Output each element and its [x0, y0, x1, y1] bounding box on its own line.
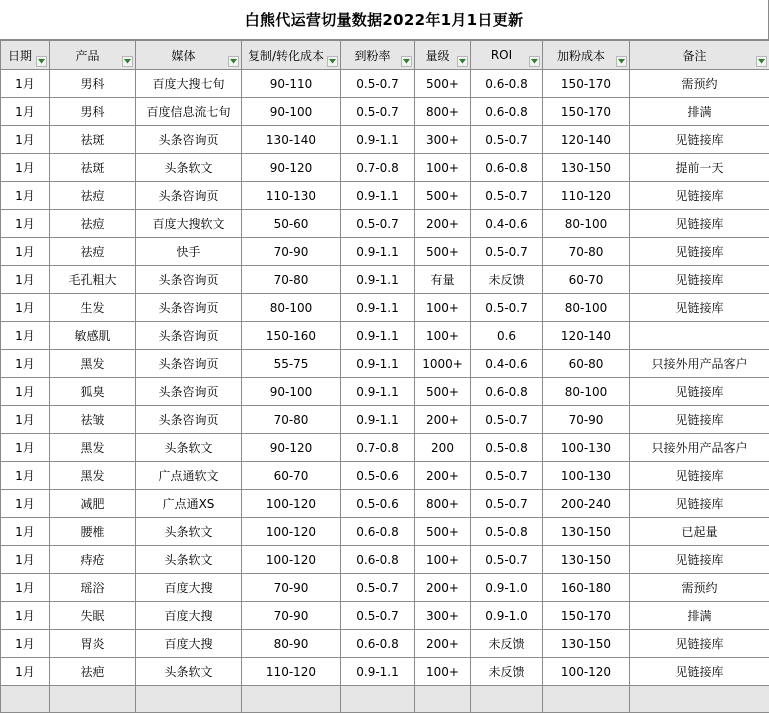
cell-product[interactable]: 敏感肌	[50, 322, 136, 350]
cell-cost[interactable]: 60-70	[242, 462, 341, 490]
table-row	[1, 574, 769, 602]
empty-cell[interactable]	[1, 686, 50, 713]
cell-note[interactable]: 见链接库	[630, 126, 769, 154]
cell-roi[interactable]: 0.5-0.8	[471, 518, 543, 546]
cell-month[interactable]: 1月	[1, 658, 50, 686]
empty-cell[interactable]	[50, 686, 136, 713]
cell-month[interactable]: 1月	[1, 490, 50, 518]
cell-media[interactable]: 头条咨询页	[136, 182, 242, 210]
header-label: ROI	[490, 48, 513, 62]
cell-roi[interactable]: 未反馈	[471, 630, 543, 658]
cell-media[interactable]: 百度大搜	[136, 574, 242, 602]
cell-media[interactable]: 头条咨询页	[136, 126, 242, 154]
cell-rate[interactable]: 0.5-0.6	[341, 462, 415, 490]
cell-roi[interactable]: 0.6-0.8	[471, 378, 543, 406]
cell-media[interactable]: 头条咨询页	[136, 406, 242, 434]
cell-volume[interactable]: 300+	[415, 126, 471, 154]
cell-media[interactable]: 头条咨询页	[136, 378, 242, 406]
cell-note[interactable]: 见链接库	[630, 546, 769, 574]
cell-roi[interactable]: 0.6-0.8	[471, 154, 543, 182]
cell-volume[interactable]: 500+	[415, 378, 471, 406]
cell-volume[interactable]: 有量	[415, 266, 471, 294]
cell-fan-cost[interactable]: 80-100	[543, 210, 630, 238]
table-row	[1, 322, 769, 350]
header-label: 到粉率	[354, 48, 391, 63]
cell-month[interactable]: 1月	[1, 546, 50, 574]
cell-media[interactable]: 快手	[136, 238, 242, 266]
cell-fan-cost[interactable]: 130-150	[543, 546, 630, 574]
empty-cell[interactable]	[341, 686, 415, 713]
cell-volume[interactable]: 100+	[415, 658, 471, 686]
header-label: 量级	[425, 48, 450, 63]
cell-cost[interactable]: 90-100	[242, 98, 341, 126]
cell-roi[interactable]: 0.5-0.7	[471, 238, 543, 266]
cell-rate[interactable]: 0.9-1.1	[341, 406, 415, 434]
cell-volume[interactable]: 800+	[415, 98, 471, 126]
cell-fan-cost[interactable]: 100-130	[543, 434, 630, 462]
cell-rate[interactable]: 0.5-0.7	[341, 210, 415, 238]
cell-cost[interactable]: 110-130	[242, 182, 341, 210]
cell-roi[interactable]: 0.5-0.7	[471, 294, 543, 322]
cell-media[interactable]: 头条咨询页	[136, 322, 242, 350]
cell-cost[interactable]: 70-80	[242, 406, 341, 434]
cell-roi[interactable]: 0.4-0.6	[471, 210, 543, 238]
cell-product[interactable]: 黑发	[50, 350, 136, 378]
table-row	[1, 350, 769, 378]
cell-volume[interactable]: 100+	[415, 154, 471, 182]
table-row	[1, 378, 769, 406]
cell-volume[interactable]: 200+	[415, 210, 471, 238]
cell-note[interactable]: 只接外用产品客户	[630, 350, 769, 378]
header-label: 媒体	[171, 48, 196, 63]
cell-product[interactable]: 腰椎	[50, 518, 136, 546]
cell-product[interactable]: 祛痘	[50, 238, 136, 266]
header-row	[1, 41, 769, 70]
cell-note[interactable]: 见链接库	[630, 462, 769, 490]
cell-cost[interactable]: 70-80	[242, 266, 341, 294]
header-label: 加粉成本	[556, 48, 605, 63]
cell-media[interactable]: 广点通XS	[136, 490, 242, 518]
cell-month[interactable]: 1月	[1, 238, 50, 266]
cell-note[interactable]: 见链接库	[630, 630, 769, 658]
cell-roi[interactable]: 0.5-0.7	[471, 182, 543, 210]
header-volume[interactable]	[415, 41, 471, 70]
filter-dropdown-icon[interactable]	[756, 56, 767, 67]
cell-fan-cost[interactable]: 60-70	[543, 266, 630, 294]
cell-rate[interactable]: 0.9-1.1	[341, 322, 415, 350]
cell-media[interactable]: 头条咨询页	[136, 266, 242, 294]
cell-product[interactable]: 胃炎	[50, 630, 136, 658]
cell-roi[interactable]: 0.5-0.7	[471, 406, 543, 434]
cell-rate[interactable]: 0.5-0.7	[341, 602, 415, 630]
cell-media[interactable]: 百度大搜	[136, 630, 242, 658]
filter-dropdown-icon[interactable]	[228, 56, 239, 67]
cell-cost[interactable]: 130-140	[242, 126, 341, 154]
table-row	[1, 602, 769, 630]
table-row	[1, 266, 769, 294]
cell-rate[interactable]: 0.5-0.6	[341, 490, 415, 518]
cell-product[interactable]: 祛痘	[50, 182, 136, 210]
cell-media[interactable]: 百度信息流七旬	[136, 98, 242, 126]
cell-product[interactable]: 生发	[50, 294, 136, 322]
cell-cost[interactable]: 100-120	[242, 518, 341, 546]
cell-volume[interactable]: 200+	[415, 406, 471, 434]
cell-note[interactable]: 见链接库	[630, 490, 769, 518]
cell-fan-cost[interactable]: 100-130	[543, 462, 630, 490]
cell-rate[interactable]: 0.9-1.1	[341, 266, 415, 294]
cell-product[interactable]: 祛斑	[50, 126, 136, 154]
cell-roi[interactable]: 0.9-1.0	[471, 602, 543, 630]
cell-rate[interactable]: 0.9-1.1	[341, 658, 415, 686]
header-label: 日期	[7, 48, 32, 63]
table-body	[1, 70, 769, 713]
cell-rate[interactable]: 0.5-0.7	[341, 98, 415, 126]
cell-month[interactable]: 1月	[1, 182, 50, 210]
header-media[interactable]	[136, 41, 242, 70]
cell-volume[interactable]: 500+	[415, 182, 471, 210]
table-row	[1, 490, 769, 518]
cell-month[interactable]: 1月	[1, 210, 50, 238]
cell-product[interactable]: 狐臭	[50, 378, 136, 406]
cell-fan-cost[interactable]: 160-180	[543, 574, 630, 602]
cell-cost[interactable]: 80-90	[242, 630, 341, 658]
table-row	[1, 238, 769, 266]
cell-cost[interactable]: 90-110	[242, 70, 341, 98]
cell-rate[interactable]: 0.7-0.8	[341, 154, 415, 182]
cell-cost[interactable]: 90-100	[242, 378, 341, 406]
cell-fan-cost[interactable]: 200-240	[543, 490, 630, 518]
cell-note[interactable]: 见链接库	[630, 406, 769, 434]
cell-media[interactable]: 百度大搜七旬	[136, 70, 242, 98]
cell-note[interactable]: 排满	[630, 98, 769, 126]
cell-month[interactable]: 1月	[1, 406, 50, 434]
cell-roi[interactable]: 0.6-0.8	[471, 70, 543, 98]
cell-rate[interactable]: 0.7-0.8	[341, 434, 415, 462]
cell-note[interactable]: 只接外用产品客户	[630, 434, 769, 462]
cell-product[interactable]: 瑶浴	[50, 574, 136, 602]
cell-product[interactable]: 痔疮	[50, 546, 136, 574]
filter-dropdown-icon[interactable]	[327, 56, 338, 67]
cell-month[interactable]: 1月	[1, 602, 50, 630]
cell-volume[interactable]: 100+	[415, 294, 471, 322]
cell-month[interactable]: 1月	[1, 70, 50, 98]
cell-product[interactable]: 祛痘	[50, 210, 136, 238]
cell-rate[interactable]: 0.9-1.1	[341, 182, 415, 210]
cell-note[interactable]: 见链接库	[630, 378, 769, 406]
table-row	[1, 154, 769, 182]
empty-cell[interactable]	[242, 686, 341, 713]
empty-cell[interactable]	[415, 686, 471, 713]
cell-media[interactable]: 头条咨询页	[136, 294, 242, 322]
header-fan-cost[interactable]	[543, 41, 630, 70]
cell-roi[interactable]: 0.5-0.8	[471, 434, 543, 462]
table-row	[1, 434, 769, 462]
cell-product[interactable]: 黑发	[50, 462, 136, 490]
cell-media[interactable]: 头条软文	[136, 518, 242, 546]
header-label: 备注	[682, 48, 707, 63]
cell-volume[interactable]: 100+	[415, 322, 471, 350]
cell-fan-cost[interactable]: 130-150	[543, 630, 630, 658]
cell-fan-cost[interactable]: 130-150	[543, 154, 630, 182]
header-product[interactable]	[50, 41, 136, 70]
header-note[interactable]	[630, 41, 769, 70]
cell-note[interactable]: 见链接库	[630, 182, 769, 210]
cell-month[interactable]: 1月	[1, 630, 50, 658]
cell-media[interactable]: 百度大搜软文	[136, 210, 242, 238]
cell-fan-cost[interactable]: 120-140	[543, 126, 630, 154]
filter-dropdown-icon[interactable]	[36, 56, 47, 67]
cell-month[interactable]: 1月	[1, 518, 50, 546]
cell-rate[interactable]: 0.9-1.1	[341, 238, 415, 266]
cell-fan-cost[interactable]: 70-80	[543, 238, 630, 266]
cell-rate[interactable]: 0.6-0.8	[341, 630, 415, 658]
cell-note[interactable]: 排满	[630, 602, 769, 630]
cell-cost[interactable]: 55-75	[242, 350, 341, 378]
cell-fan-cost[interactable]: 100-120	[543, 658, 630, 686]
cell-roi[interactable]: 0.5-0.7	[471, 546, 543, 574]
cell-roi[interactable]: 0.6-0.8	[471, 98, 543, 126]
empty-row	[1, 686, 769, 713]
table-row	[1, 462, 769, 490]
cell-cost[interactable]: 50-60	[242, 210, 341, 238]
cell-media[interactable]: 头条软文	[136, 658, 242, 686]
table-row	[1, 658, 769, 686]
cell-note[interactable]: 已起量	[630, 518, 769, 546]
cell-fan-cost[interactable]: 80-100	[543, 378, 630, 406]
cell-fan-cost[interactable]: 110-120	[543, 182, 630, 210]
empty-cell[interactable]	[630, 686, 769, 713]
cell-media[interactable]: 头条软文	[136, 434, 242, 462]
cell-product[interactable]: 祛斑	[50, 154, 136, 182]
cell-note[interactable]: 提前一天	[630, 154, 769, 182]
cell-media[interactable]: 头条咨询页	[136, 350, 242, 378]
cell-media[interactable]: 广点通软文	[136, 462, 242, 490]
cell-rate[interactable]: 0.6-0.8	[341, 546, 415, 574]
cell-rate[interactable]: 0.9-1.1	[341, 294, 415, 322]
cell-roi[interactable]: 0.5-0.7	[471, 126, 543, 154]
cell-cost[interactable]: 100-120	[242, 490, 341, 518]
cell-month[interactable]: 1月	[1, 126, 50, 154]
table-row	[1, 406, 769, 434]
cell-fan-cost[interactable]: 150-170	[543, 602, 630, 630]
filter-dropdown-icon[interactable]	[122, 56, 133, 67]
cell-volume[interactable]: 200+	[415, 462, 471, 490]
cell-volume[interactable]: 800+	[415, 490, 471, 518]
cell-fan-cost[interactable]: 120-140	[543, 322, 630, 350]
filter-dropdown-icon[interactable]	[616, 56, 627, 67]
cell-fan-cost[interactable]: 150-170	[543, 70, 630, 98]
cell-fan-cost[interactable]: 80-100	[543, 294, 630, 322]
table-row	[1, 70, 769, 98]
cell-note[interactable]: 需预约	[630, 574, 769, 602]
empty-cell[interactable]	[543, 686, 630, 713]
table-row	[1, 294, 769, 322]
cell-media[interactable]: 百度大搜	[136, 602, 242, 630]
table-row	[1, 98, 769, 126]
cell-cost[interactable]: 70-90	[242, 238, 341, 266]
cell-fan-cost[interactable]: 60-80	[543, 350, 630, 378]
cell-note[interactable]	[630, 322, 769, 350]
cell-roi[interactable]: 0.5-0.7	[471, 490, 543, 518]
cell-month[interactable]: 1月	[1, 294, 50, 322]
table-row	[1, 182, 769, 210]
cell-product[interactable]: 毛孔粗大	[50, 266, 136, 294]
cell-volume[interactable]: 200+	[415, 630, 471, 658]
cell-roi[interactable]: 未反馈	[471, 266, 543, 294]
cell-month[interactable]: 1月	[1, 462, 50, 490]
empty-cell[interactable]	[136, 686, 242, 713]
cell-fan-cost[interactable]: 70-90	[543, 406, 630, 434]
filter-dropdown-icon[interactable]	[529, 56, 540, 67]
cell-roi[interactable]: 未反馈	[471, 658, 543, 686]
cell-month[interactable]: 1月	[1, 350, 50, 378]
cell-rate[interactable]: 0.9-1.1	[341, 126, 415, 154]
cell-fan-cost[interactable]: 150-170	[543, 98, 630, 126]
cell-rate[interactable]: 0.9-1.1	[341, 350, 415, 378]
sheet-title[interactable]: 白熊代运营切量数据2022年1月1日更新	[0, 0, 769, 40]
table-row	[1, 546, 769, 574]
empty-cell[interactable]	[471, 686, 543, 713]
cell-product[interactable]: 黑发	[50, 434, 136, 462]
cell-product[interactable]: 减肥	[50, 490, 136, 518]
cell-cost[interactable]: 70-90	[242, 602, 341, 630]
cell-product[interactable]: 失眠	[50, 602, 136, 630]
header-rate[interactable]	[341, 41, 415, 70]
cell-note[interactable]: 见链接库	[630, 658, 769, 686]
cell-fan-cost[interactable]: 130-150	[543, 518, 630, 546]
cell-media[interactable]: 头条软文	[136, 154, 242, 182]
cell-volume[interactable]: 500+	[415, 238, 471, 266]
cell-rate[interactable]: 0.5-0.7	[341, 574, 415, 602]
cell-rate[interactable]: 0.6-0.8	[341, 518, 415, 546]
cell-note[interactable]: 见链接库	[630, 210, 769, 238]
header-label: 产品	[75, 48, 100, 63]
table-row	[1, 210, 769, 238]
cell-month[interactable]: 1月	[1, 98, 50, 126]
cell-product[interactable]: 男科	[50, 98, 136, 126]
header-roi[interactable]	[471, 41, 543, 70]
cell-note[interactable]: 需预约	[630, 70, 769, 98]
cell-volume[interactable]: 500+	[415, 70, 471, 98]
header-label: 复制/转化成本	[247, 48, 325, 63]
cell-product[interactable]: 祛疤	[50, 658, 136, 686]
cell-product[interactable]: 祛皱	[50, 406, 136, 434]
cell-volume[interactable]: 200+	[415, 574, 471, 602]
cell-cost[interactable]: 80-100	[242, 294, 341, 322]
table-row	[1, 630, 769, 658]
cell-month[interactable]: 1月	[1, 378, 50, 406]
cell-roi[interactable]: 0.4-0.6	[471, 350, 543, 378]
filter-dropdown-icon[interactable]	[401, 56, 412, 67]
data-table	[0, 40, 769, 713]
header-cost[interactable]	[242, 41, 341, 70]
cell-month[interactable]: 1月	[1, 434, 50, 462]
cell-volume[interactable]: 300+	[415, 602, 471, 630]
cell-roi[interactable]: 0.6	[471, 322, 543, 350]
cell-month[interactable]: 1月	[1, 574, 50, 602]
cell-month[interactable]: 1月	[1, 322, 50, 350]
cell-cost[interactable]: 150-160	[242, 322, 341, 350]
cell-volume[interactable]: 200	[415, 434, 471, 462]
cell-media[interactable]: 头条软文	[136, 546, 242, 574]
cell-cost[interactable]: 90-120	[242, 434, 341, 462]
cell-product[interactable]: 男科	[50, 70, 136, 98]
cell-cost[interactable]: 100-120	[242, 546, 341, 574]
cell-month[interactable]: 1月	[1, 154, 50, 182]
cell-note[interactable]: 见链接库	[630, 294, 769, 322]
cell-cost[interactable]: 110-120	[242, 658, 341, 686]
table-row	[1, 518, 769, 546]
cell-rate[interactable]: 0.9-1.1	[341, 378, 415, 406]
cell-cost[interactable]: 70-90	[242, 574, 341, 602]
cell-roi[interactable]: 0.9-1.0	[471, 574, 543, 602]
cell-month[interactable]: 1月	[1, 266, 50, 294]
cell-roi[interactable]: 0.5-0.7	[471, 462, 543, 490]
header-month[interactable]	[1, 41, 50, 70]
filter-dropdown-icon[interactable]	[457, 56, 468, 67]
cell-rate[interactable]: 0.5-0.7	[341, 70, 415, 98]
cell-volume[interactable]: 500+	[415, 518, 471, 546]
table-row	[1, 126, 769, 154]
cell-cost[interactable]: 90-120	[242, 154, 341, 182]
cell-note[interactable]: 见链接库	[630, 266, 769, 294]
cell-note[interactable]: 见链接库	[630, 238, 769, 266]
cell-volume[interactable]: 100+	[415, 546, 471, 574]
cell-volume[interactable]: 1000+	[415, 350, 471, 378]
